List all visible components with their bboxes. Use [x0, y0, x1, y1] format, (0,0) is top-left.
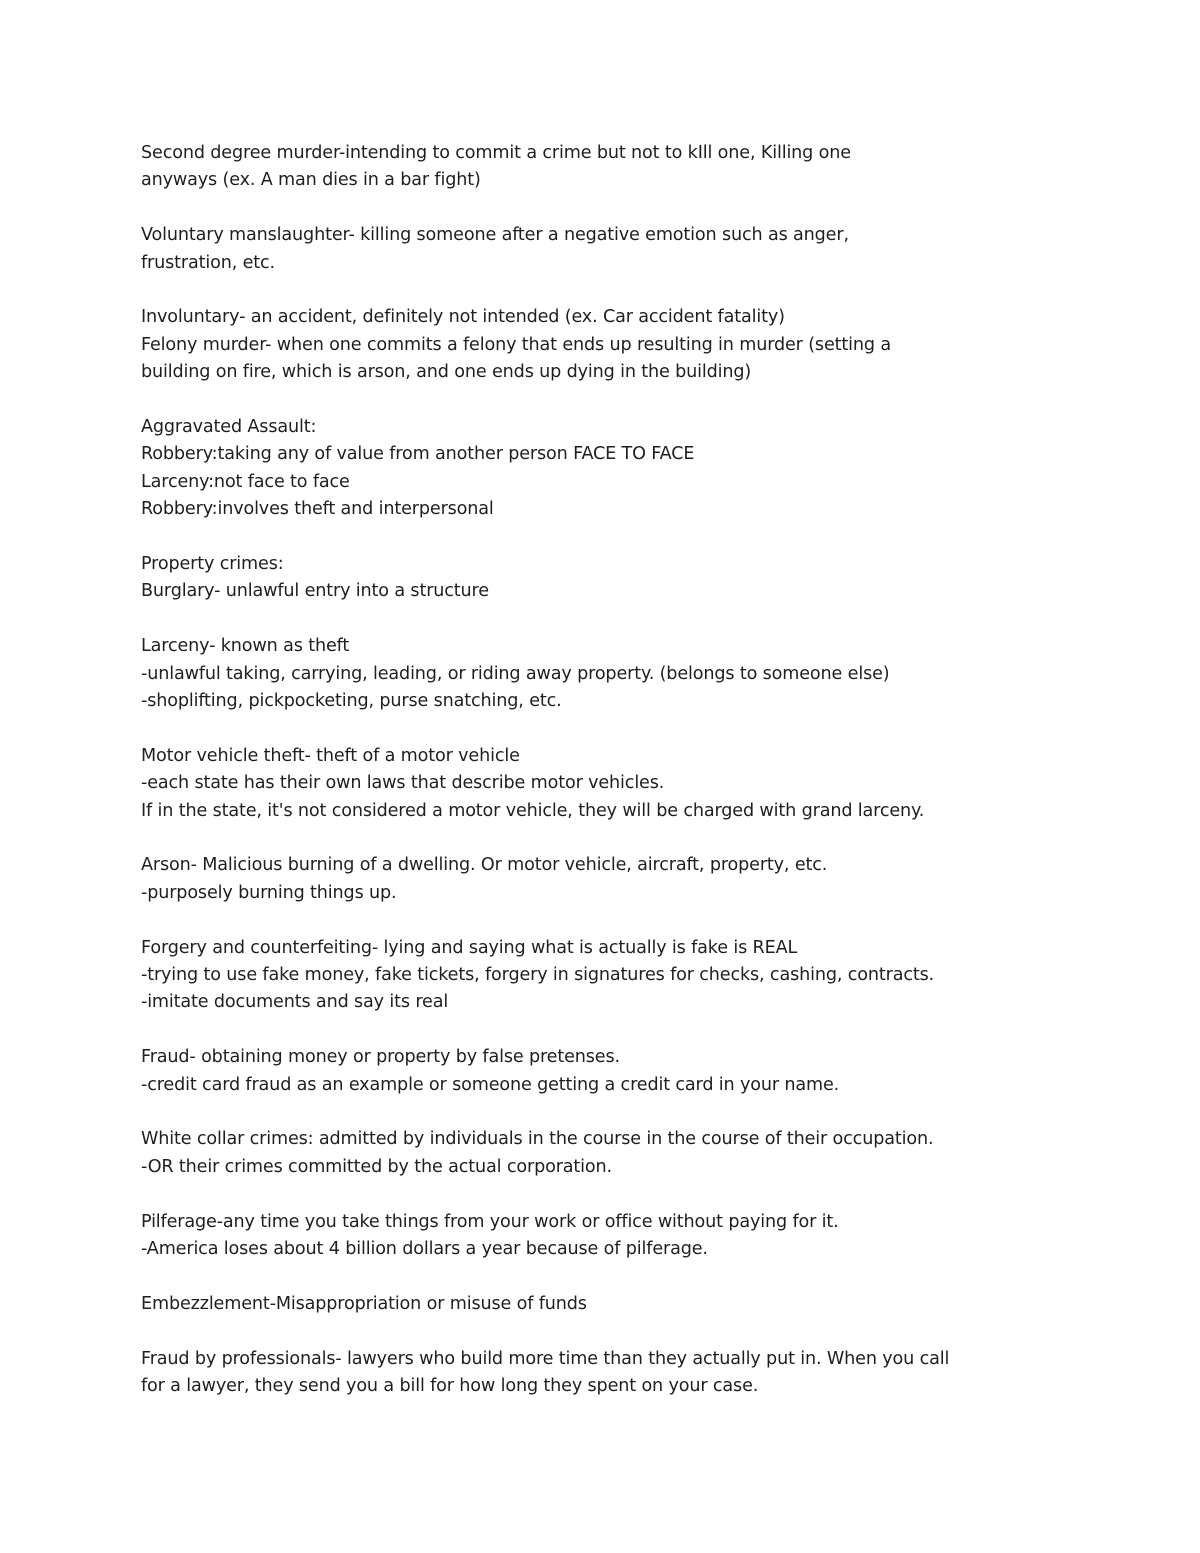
text-line: -shoplifting, pickpocketing, purse snatching, etc. [141, 691, 562, 712]
text-line: -imitate documents and say its real [141, 992, 449, 1013]
text-line: Larceny:not face to face [141, 471, 350, 492]
text-line: -trying to use fake money, fake tickets, forgery in signatures for checks, cashing, contracts. [141, 965, 935, 986]
paragraph-larceny [141, 633, 1041, 715]
paragraph-involuntary [141, 304, 1041, 331]
paragraph-voluntary-manslaughter [141, 222, 1041, 277]
text-line: Embezzlement-Misappropriation or misuse of funds [141, 1293, 587, 1314]
paragraph-embezzlement [141, 1291, 1041, 1318]
text-line: -each state has their own laws that describe motor vehicles. [141, 773, 665, 794]
paragraph-fraud [141, 1044, 1041, 1099]
paragraph-aggravated-assault [141, 414, 1041, 524]
paragraph-second-degree-murder [141, 140, 1041, 195]
text-line: -purposely burning things up. [141, 882, 397, 903]
text-line: for a lawyer, they send you a bill for how long they spent on your case. [141, 1376, 759, 1397]
text-line: Pilferage-any time you take things from your work or office without paying for it. [141, 1211, 839, 1232]
text-line: building on fire, which is arson, and one ends up dying in the building) [141, 362, 752, 383]
paragraph-forgery [141, 935, 1041, 1017]
text-line: Involuntary- an accident, definitely not intended (ex. Car accident fatality) [141, 307, 785, 328]
paragraph-property-crimes [141, 551, 1041, 606]
text-line: If in the state, it's not considered a motor vehicle, they will be charged with grand larceny. [141, 800, 925, 821]
paragraph-felony-murder [141, 332, 1041, 387]
document-page [141, 140, 1041, 1428]
text-line: Aggravated Assault: [141, 417, 317, 438]
paragraph-fraud-by-professionals [141, 1346, 1041, 1401]
paragraph-pilferage [141, 1209, 1041, 1264]
text-line: anyways (ex. A man dies in a bar fight) [141, 170, 481, 191]
paragraph-motor-vehicle-theft [141, 743, 1041, 825]
text-line: -credit card fraud as an example or someone getting a credit card in your name. [141, 1074, 840, 1095]
text-line: -OR their crimes committed by the actual corporation. [141, 1156, 612, 1177]
paragraph-white-collar [141, 1126, 1041, 1181]
text-line: Arson- Malicious burning of a dwelling. Or motor vehicle, aircraft, property, etc. [141, 855, 828, 876]
text-line: Burglary- unlawful entry into a structure [141, 581, 489, 602]
text-line: White collar crimes: admitted by individuals in the course in the course of their occupation. [141, 1129, 934, 1150]
text-line: Robbery:taking any of value from another person FACE TO FACE [141, 444, 695, 465]
text-line: Fraud by professionals- lawyers who build more time than they actually put in. When you call [141, 1348, 950, 1369]
text-line: Property crimes: [141, 554, 284, 575]
text-line: Second degree murder-intending to commit a crime but not to kIll one, Killing one [141, 143, 851, 163]
paragraph-arson [141, 852, 1041, 907]
text-line: frustration, etc. [141, 252, 275, 273]
text-line: Felony murder- when one commits a felony that ends up resulting in murder (setting a [141, 334, 891, 355]
text-line: Forgery and counterfeiting- lying and saying what is actually is fake is REAL [141, 937, 798, 958]
text-line: Fraud- obtaining money or property by false pretenses. [141, 1047, 620, 1068]
text-line: Larceny- known as theft [141, 636, 350, 657]
text-line: Motor vehicle theft- theft of a motor vehicle [141, 745, 520, 766]
text-line: Robbery:involves theft and interpersonal [141, 499, 494, 520]
text-line: -America loses about 4 billion dollars a year because of pilferage. [141, 1239, 708, 1260]
text-line: -unlawful taking, carrying, leading, or riding away property. (belongs to someone else) [141, 663, 890, 684]
text-line: Voluntary manslaughter- killing someone after a negative emotion such as anger, [141, 225, 849, 246]
